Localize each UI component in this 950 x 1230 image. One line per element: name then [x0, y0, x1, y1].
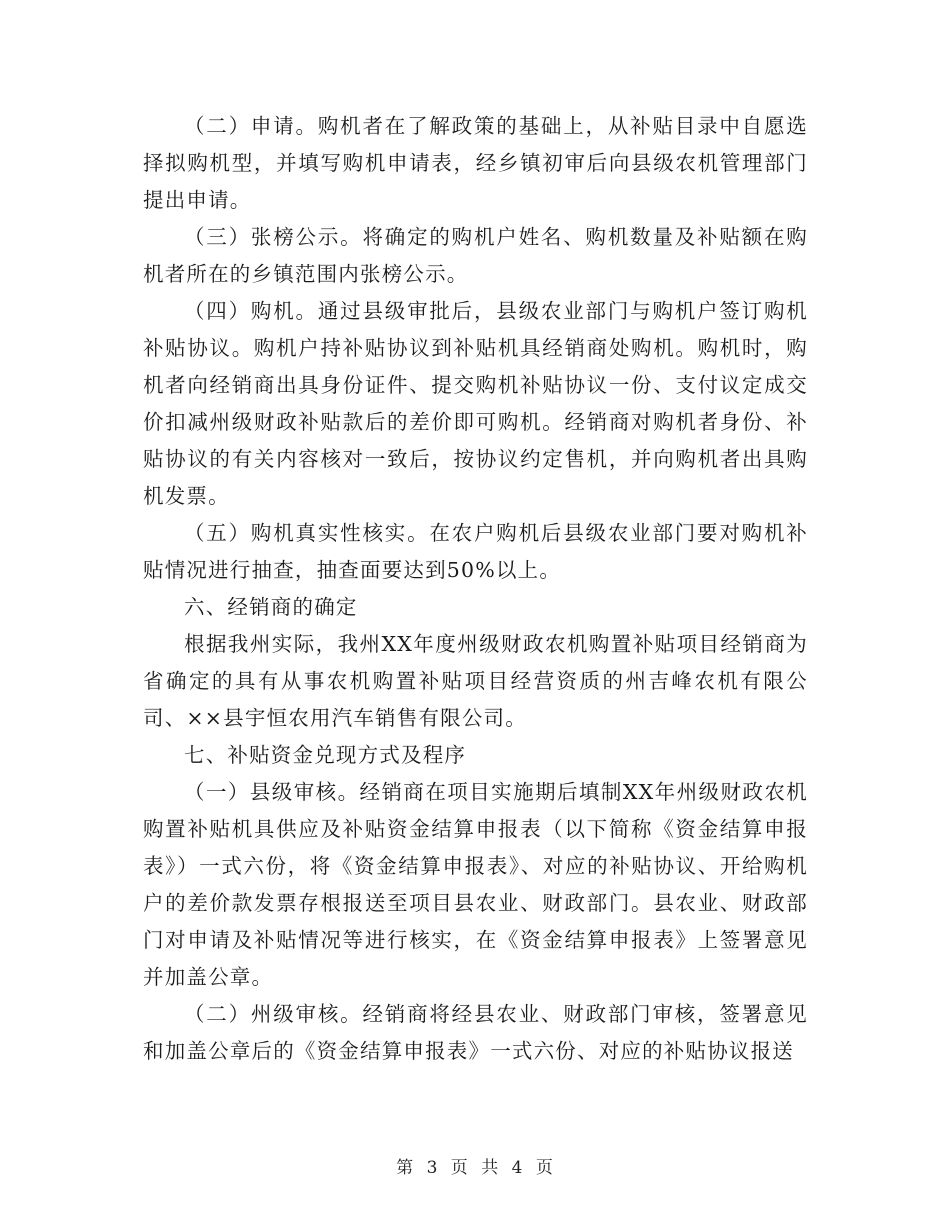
paragraph-verification: （五）购机真实性核实。在农户购机后县级农业部门要对购机补贴情况进行抽查，抽查面要达到50%以上。: [143, 521, 808, 582]
paragraph-apply: （二）申请。购机者在了解政策的基础上，从补贴目录中自愿选择拟购机型，并填写购机申请表，经乡镇初审后向县级农机管理部门提出申请。: [143, 114, 808, 212]
paragraph-dealer: 根据我州实际，我州XX年度州级财政农机购置补贴项目经销商为省确定的具有从事农机购置补贴项目经营资质的州吉峰农机有限公司、××县宇恒农用汽车销售有限公司。: [143, 632, 808, 730]
footer-total-pages: 4: [511, 1158, 524, 1178]
footer-suffix: 页: [535, 1158, 554, 1178]
footer-current-page: 3: [426, 1158, 439, 1178]
footer-page-label: 页: [450, 1158, 469, 1178]
paragraph-state-review: （二）州级审核。经销商将经县农业、财政部门审核，签署意见和加盖公章后的《资金结算申报表》一式六份、对应的补贴协议报送: [143, 1002, 808, 1063]
section-heading-dealer: 六、经销商的确定: [184, 595, 358, 619]
section-heading-subsidy-payment: 七、补贴资金兑现方式及程序: [184, 743, 467, 767]
page-footer: [0, 1153, 950, 1178]
paragraph-purchase: （四）购机。通过县级审批后，县级农业部门与购机户签订购机补贴协议。购机户持补贴协议到补贴机具经销商处购机。购机时，购机者向经销商出具身份证件、提交购机补贴协议一份、支付议定成交价扣减州级财政补贴款后的差价即可购机。经销商对购机者身份、补贴协议的有关内容核对一致后，按协议约定售机，并向购机者出具购机发票。: [143, 299, 808, 508]
footer-total-label: 共: [481, 1158, 500, 1178]
document-body: [143, 108, 808, 1070]
paragraph-county-review: （一）县级审核。经销商在项目实施期后填制XX年州级财政农机购置补贴机具供应及补贴资金结算申报表（以下简称《资金结算申报表》）一式六份，将《资金结算申报表》、对应的补贴协议、开给购机户的差价款发票存根报送至项目县农业、财政部门。县农业、财政部门对申请及补贴情况等进行核实，在《资金结算申报表》上签署意见并加盖公章。: [143, 780, 808, 989]
paragraph-public-notice: （三）张榜公示。将确定的购机户姓名、购机数量及补贴额在购机者所在的乡镇范围内张榜公示。: [143, 225, 808, 286]
footer-prefix: 第: [396, 1158, 415, 1178]
